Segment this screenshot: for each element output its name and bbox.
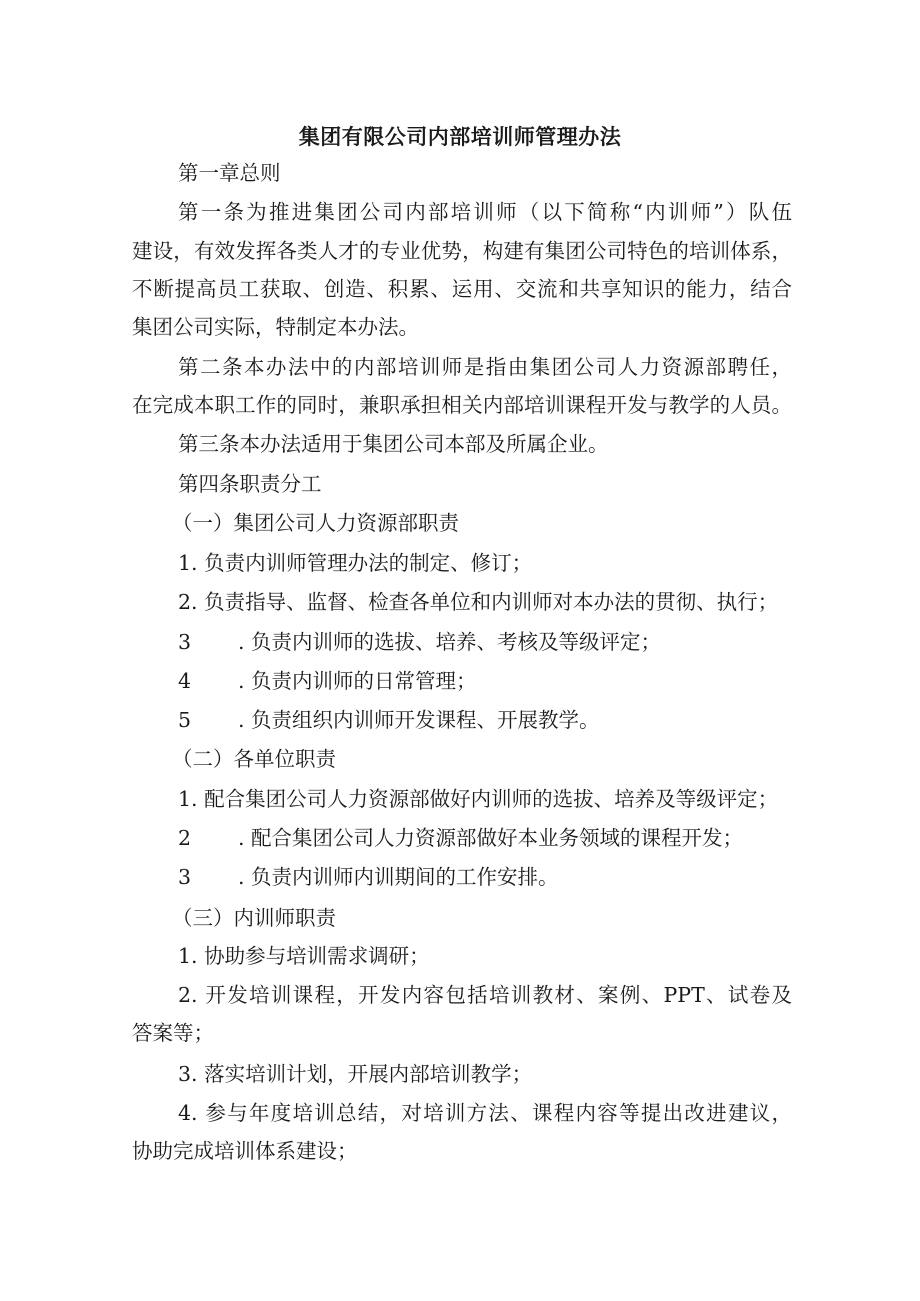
- section-3-item-3: [178, 1059, 532, 1089]
- item-number: 4: [178, 669, 192, 693]
- section-1-item-1: [178, 548, 532, 578]
- item-text: . 负责指导、监督、检查各单位和内训师对本办法的贯彻、执行；: [191, 590, 779, 614]
- section-3-heading: （三）内训师职责: [172, 906, 336, 930]
- section-3-item-2-continued: 答案等；: [132, 1021, 214, 1045]
- item-number: 1: [178, 944, 192, 968]
- section-3-item-4-continued: 协助完成培训体系建设；: [132, 1139, 358, 1163]
- item-text: . 协助参与培训需求调研；: [191, 944, 430, 968]
- section-1-item-3: [178, 627, 661, 657]
- item-number: 3: [178, 1062, 192, 1086]
- section-1-heading: （一）集团公司人力资源部职责: [172, 511, 459, 535]
- item-number: 5: [178, 708, 192, 732]
- section-2-item-3: [178, 862, 559, 892]
- article-1-line-2: 建设，有效发挥各类人才的专业优势，构建有集团公司特色的培训体系，: [132, 239, 792, 263]
- document-title: 集团有限公司内部培训师管理办法: [298, 124, 622, 149]
- article-4: 第四条职责分工: [178, 472, 322, 496]
- item-text: . 配合集团公司人力资源部做好内训师的选拔、培养及等级评定；: [191, 787, 779, 811]
- item-text: . 负责内训师的日常管理；: [238, 669, 477, 693]
- article-2-line-1: 第二条本办法中的内部培训师是指由集团公司人力资源部聘任，: [178, 355, 792, 379]
- item-number: 3: [178, 865, 192, 889]
- article-1-line-3: 不断提高员工获取、创造、积累、运用、交流和共享知识的能力，结合: [132, 277, 792, 301]
- chapter-heading: 第一章总则: [178, 161, 281, 185]
- section-2-item-1: [178, 784, 778, 814]
- article-3: 第三条本办法适用于集团公司本部及所属企业。: [178, 432, 609, 456]
- item-text: . 参与年度培训总结，对培训方法、课程内容等提出改进建议，: [191, 1101, 792, 1125]
- item-number: 4: [178, 1101, 192, 1125]
- item-number: 2: [178, 983, 192, 1007]
- article-1-line-1: 第一条为推进集团公司内部培训师（以下简称“内训师”）队伍: [178, 200, 792, 224]
- article-1-line-4: 集团公司实际，特制定本办法。: [132, 315, 419, 339]
- article-2-line-2: 在完成本职工作的同时，兼职承担相关内部培训课程开发与教学的人员。: [132, 393, 792, 417]
- item-text: . 落实培训计划，开展内部培训教学；: [191, 1062, 533, 1086]
- item-text: . 负责内训师管理办法的制定、修订；: [191, 551, 533, 575]
- item-number: 2: [178, 826, 192, 850]
- section-2-item-2: [178, 823, 743, 853]
- item-text: . 负责内训师内训期间的工作安排。: [238, 865, 559, 889]
- section-1-item-2: [178, 587, 778, 617]
- item-number: 1: [178, 787, 192, 811]
- section-1-item-4: [178, 666, 477, 696]
- section-3-item-1: [178, 941, 430, 971]
- section-3-item-2: [178, 980, 792, 1010]
- item-number: 3: [178, 630, 192, 654]
- item-text: . 负责内训师的选拔、培养、考核及等级评定；: [238, 630, 662, 654]
- item-text: . 负责组织内训师开发课程、开展教学。: [238, 708, 600, 732]
- item-number: 2: [178, 590, 192, 614]
- section-1-item-5: [178, 705, 600, 735]
- section-3-item-4: [178, 1098, 792, 1128]
- item-number: 1: [178, 551, 192, 575]
- section-2-heading: （二）各单位职责: [172, 747, 336, 771]
- item-text: . 配合集团公司人力资源部做好本业务领域的课程开发；: [238, 826, 744, 850]
- item-text: . 开发培训课程，开发内容包括培训教材、案例、PPT、试卷及: [191, 983, 792, 1007]
